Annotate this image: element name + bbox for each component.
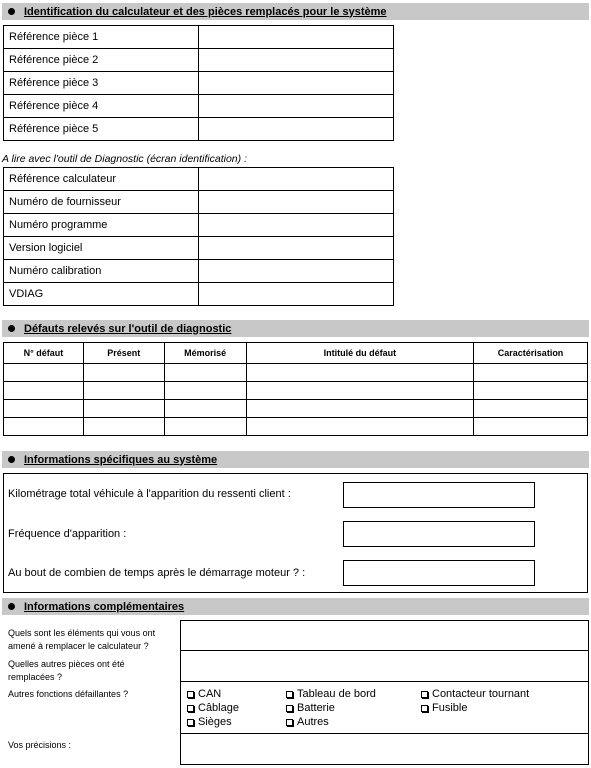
calculateur-label: Référence calculateur: [4, 168, 199, 191]
checkbox-icon: [286, 691, 293, 698]
question-line: Quels sont les éléments qui vous ont: [8, 628, 156, 638]
table-cell[interactable]: [4, 382, 84, 400]
table-cell[interactable]: [164, 364, 246, 382]
section-title: Informations spécifiques au système: [24, 453, 218, 466]
table-cell[interactable]: [474, 364, 588, 382]
checkbox-fusible[interactable]: [421, 702, 467, 714]
piece-value-field[interactable]: [198, 95, 393, 118]
checkbox-label: Câblage: [198, 702, 239, 714]
table-cell[interactable]: [4, 364, 84, 382]
section-title: Défauts relevés sur l'outil de diagnostic: [24, 322, 232, 335]
table-cell[interactable]: [164, 400, 246, 418]
checkbox-label: Tableau de bord: [297, 688, 376, 700]
column-header: Mémorisé: [164, 343, 246, 364]
checkbox-autres[interactable]: [286, 716, 329, 728]
calculateur-table: [3, 167, 394, 306]
piece-label: Référence pièce 4: [4, 95, 199, 118]
question-autres-pieces: [8, 658, 125, 684]
question-autres-fonctions: Autres fonctions défaillantes ?: [8, 689, 129, 699]
bullet-icon: [8, 603, 15, 610]
column-header: Caractérisation: [474, 343, 588, 364]
table-row: [4, 283, 394, 306]
delai-field[interactable]: [343, 560, 535, 586]
table-cell[interactable]: [83, 364, 164, 382]
table-cell[interactable]: [164, 382, 246, 400]
calculateur-value-field[interactable]: [198, 237, 393, 260]
checkbox-tableau-de-bord[interactable]: [286, 688, 376, 700]
calculateur-label: Numéro de fournisseur: [4, 191, 199, 214]
column-header: N° défaut: [4, 343, 84, 364]
calculateur-label: Numéro calibration: [4, 260, 199, 283]
table-row: [4, 364, 588, 382]
table-row: [4, 418, 588, 436]
piece-label: Référence pièce 2: [4, 49, 199, 72]
calculateur-value-field[interactable]: [198, 260, 393, 283]
calculateur-value-field[interactable]: [198, 191, 393, 214]
table-cell[interactable]: [474, 400, 588, 418]
checkbox-label: Fusible: [432, 702, 468, 714]
table-cell[interactable]: [83, 400, 164, 418]
table-row: [4, 72, 394, 95]
question-line: Quelles autres pièces ont été: [8, 659, 125, 669]
piece-label: Référence pièce 3: [4, 72, 199, 95]
table-row: [4, 118, 394, 141]
bullet-icon: [8, 8, 15, 15]
checkbox-sieges[interactable]: [187, 716, 232, 728]
question-line: remplacées ?: [8, 672, 63, 682]
question-line: amené à remplacer le calculateur ?: [8, 641, 149, 651]
piece-value-field[interactable]: [198, 72, 393, 95]
checkbox-cablage[interactable]: [187, 702, 239, 714]
table-row: [4, 237, 394, 260]
checkbox-can[interactable]: [187, 688, 221, 700]
piece-value-field[interactable]: [198, 26, 393, 49]
section-header-identification: [2, 3, 589, 20]
table-cell[interactable]: [164, 418, 246, 436]
table-row: [4, 26, 394, 49]
checkbox-label: Batterie: [297, 702, 335, 714]
diagnostic-note: A lire avec l'outil de Diagnostic (écran identification) :: [2, 153, 247, 165]
checkbox-label: Autres: [297, 716, 329, 728]
table-row: [4, 214, 394, 237]
bullet-icon: [8, 325, 15, 332]
defauts-table: [3, 342, 588, 436]
checkbox-icon: [421, 705, 428, 712]
column-header: Présent: [83, 343, 164, 364]
section-title: Informations complémentaires: [24, 600, 185, 613]
delai-label: Au bout de combien de temps après le démarrage moteur ? :: [8, 567, 306, 579]
section-header-infos-complementaires: [2, 598, 589, 615]
calculateur-value-field[interactable]: [198, 214, 393, 237]
calculateur-label: Numéro programme: [4, 214, 199, 237]
section-header-defauts: [2, 320, 589, 337]
autres-pieces-field[interactable]: [180, 650, 589, 682]
bullet-icon: [8, 456, 15, 463]
checkbox-contacteur-tournant[interactable]: [421, 688, 529, 700]
calculateur-label: VDIAG: [4, 283, 199, 306]
section-title: Identification du calculateur et des pièces remplacés pour le système: [24, 5, 387, 18]
table-row: [4, 191, 394, 214]
frequence-label: Fréquence d'apparition :: [8, 528, 127, 540]
piece-label: Référence pièce 5: [4, 118, 199, 141]
table-cell[interactable]: [83, 382, 164, 400]
section-header-infos-specifiques: [2, 451, 589, 468]
kilometrage-field[interactable]: [343, 482, 535, 508]
kilometrage-label: Kilométrage total véhicule à l'apparition du ressenti client :: [8, 488, 291, 500]
table-cell[interactable]: [474, 382, 588, 400]
question-precisions: Vos précisions :: [8, 740, 72, 750]
table-cell[interactable]: [246, 400, 473, 418]
piece-label: Référence pièce 1: [4, 26, 199, 49]
calculateur-value-field[interactable]: [198, 283, 393, 306]
checkbox-icon: [286, 719, 293, 726]
table-cell[interactable]: [246, 382, 473, 400]
precisions-field[interactable]: [180, 733, 589, 765]
table-row: [4, 382, 588, 400]
piece-value-field[interactable]: [198, 49, 393, 72]
checkbox-batterie[interactable]: [286, 702, 335, 714]
table-cell[interactable]: [246, 418, 473, 436]
table-cell[interactable]: [83, 418, 164, 436]
table-row: [4, 260, 394, 283]
piece-value-field[interactable]: [198, 118, 393, 141]
table-row: [4, 168, 394, 191]
checkbox-label: Sièges: [198, 716, 232, 728]
table-cell[interactable]: [246, 364, 473, 382]
elements-remplacement-field[interactable]: [180, 620, 589, 651]
column-header: Intitulé du défaut: [246, 343, 473, 364]
table-row: [4, 95, 394, 118]
question-elements-remplacement: [8, 627, 155, 653]
frequence-field[interactable]: [343, 521, 535, 547]
table-header-row: [4, 343, 588, 364]
checkbox-label: Contacteur tournant: [432, 688, 530, 700]
checkbox-icon: [187, 719, 194, 726]
table-cell[interactable]: [4, 400, 84, 418]
checkbox-icon: [286, 705, 293, 712]
pieces-table: [3, 25, 394, 141]
calculateur-label: Version logiciel: [4, 237, 199, 260]
checkbox-icon: [421, 691, 428, 698]
checkbox-label: CAN: [198, 688, 222, 700]
table-cell[interactable]: [4, 418, 84, 436]
table-cell[interactable]: [474, 418, 588, 436]
checkbox-icon: [187, 705, 194, 712]
table-row: [4, 400, 588, 418]
calculateur-value-field[interactable]: [198, 168, 393, 191]
table-row: [4, 49, 394, 72]
checkbox-icon: [187, 691, 194, 698]
